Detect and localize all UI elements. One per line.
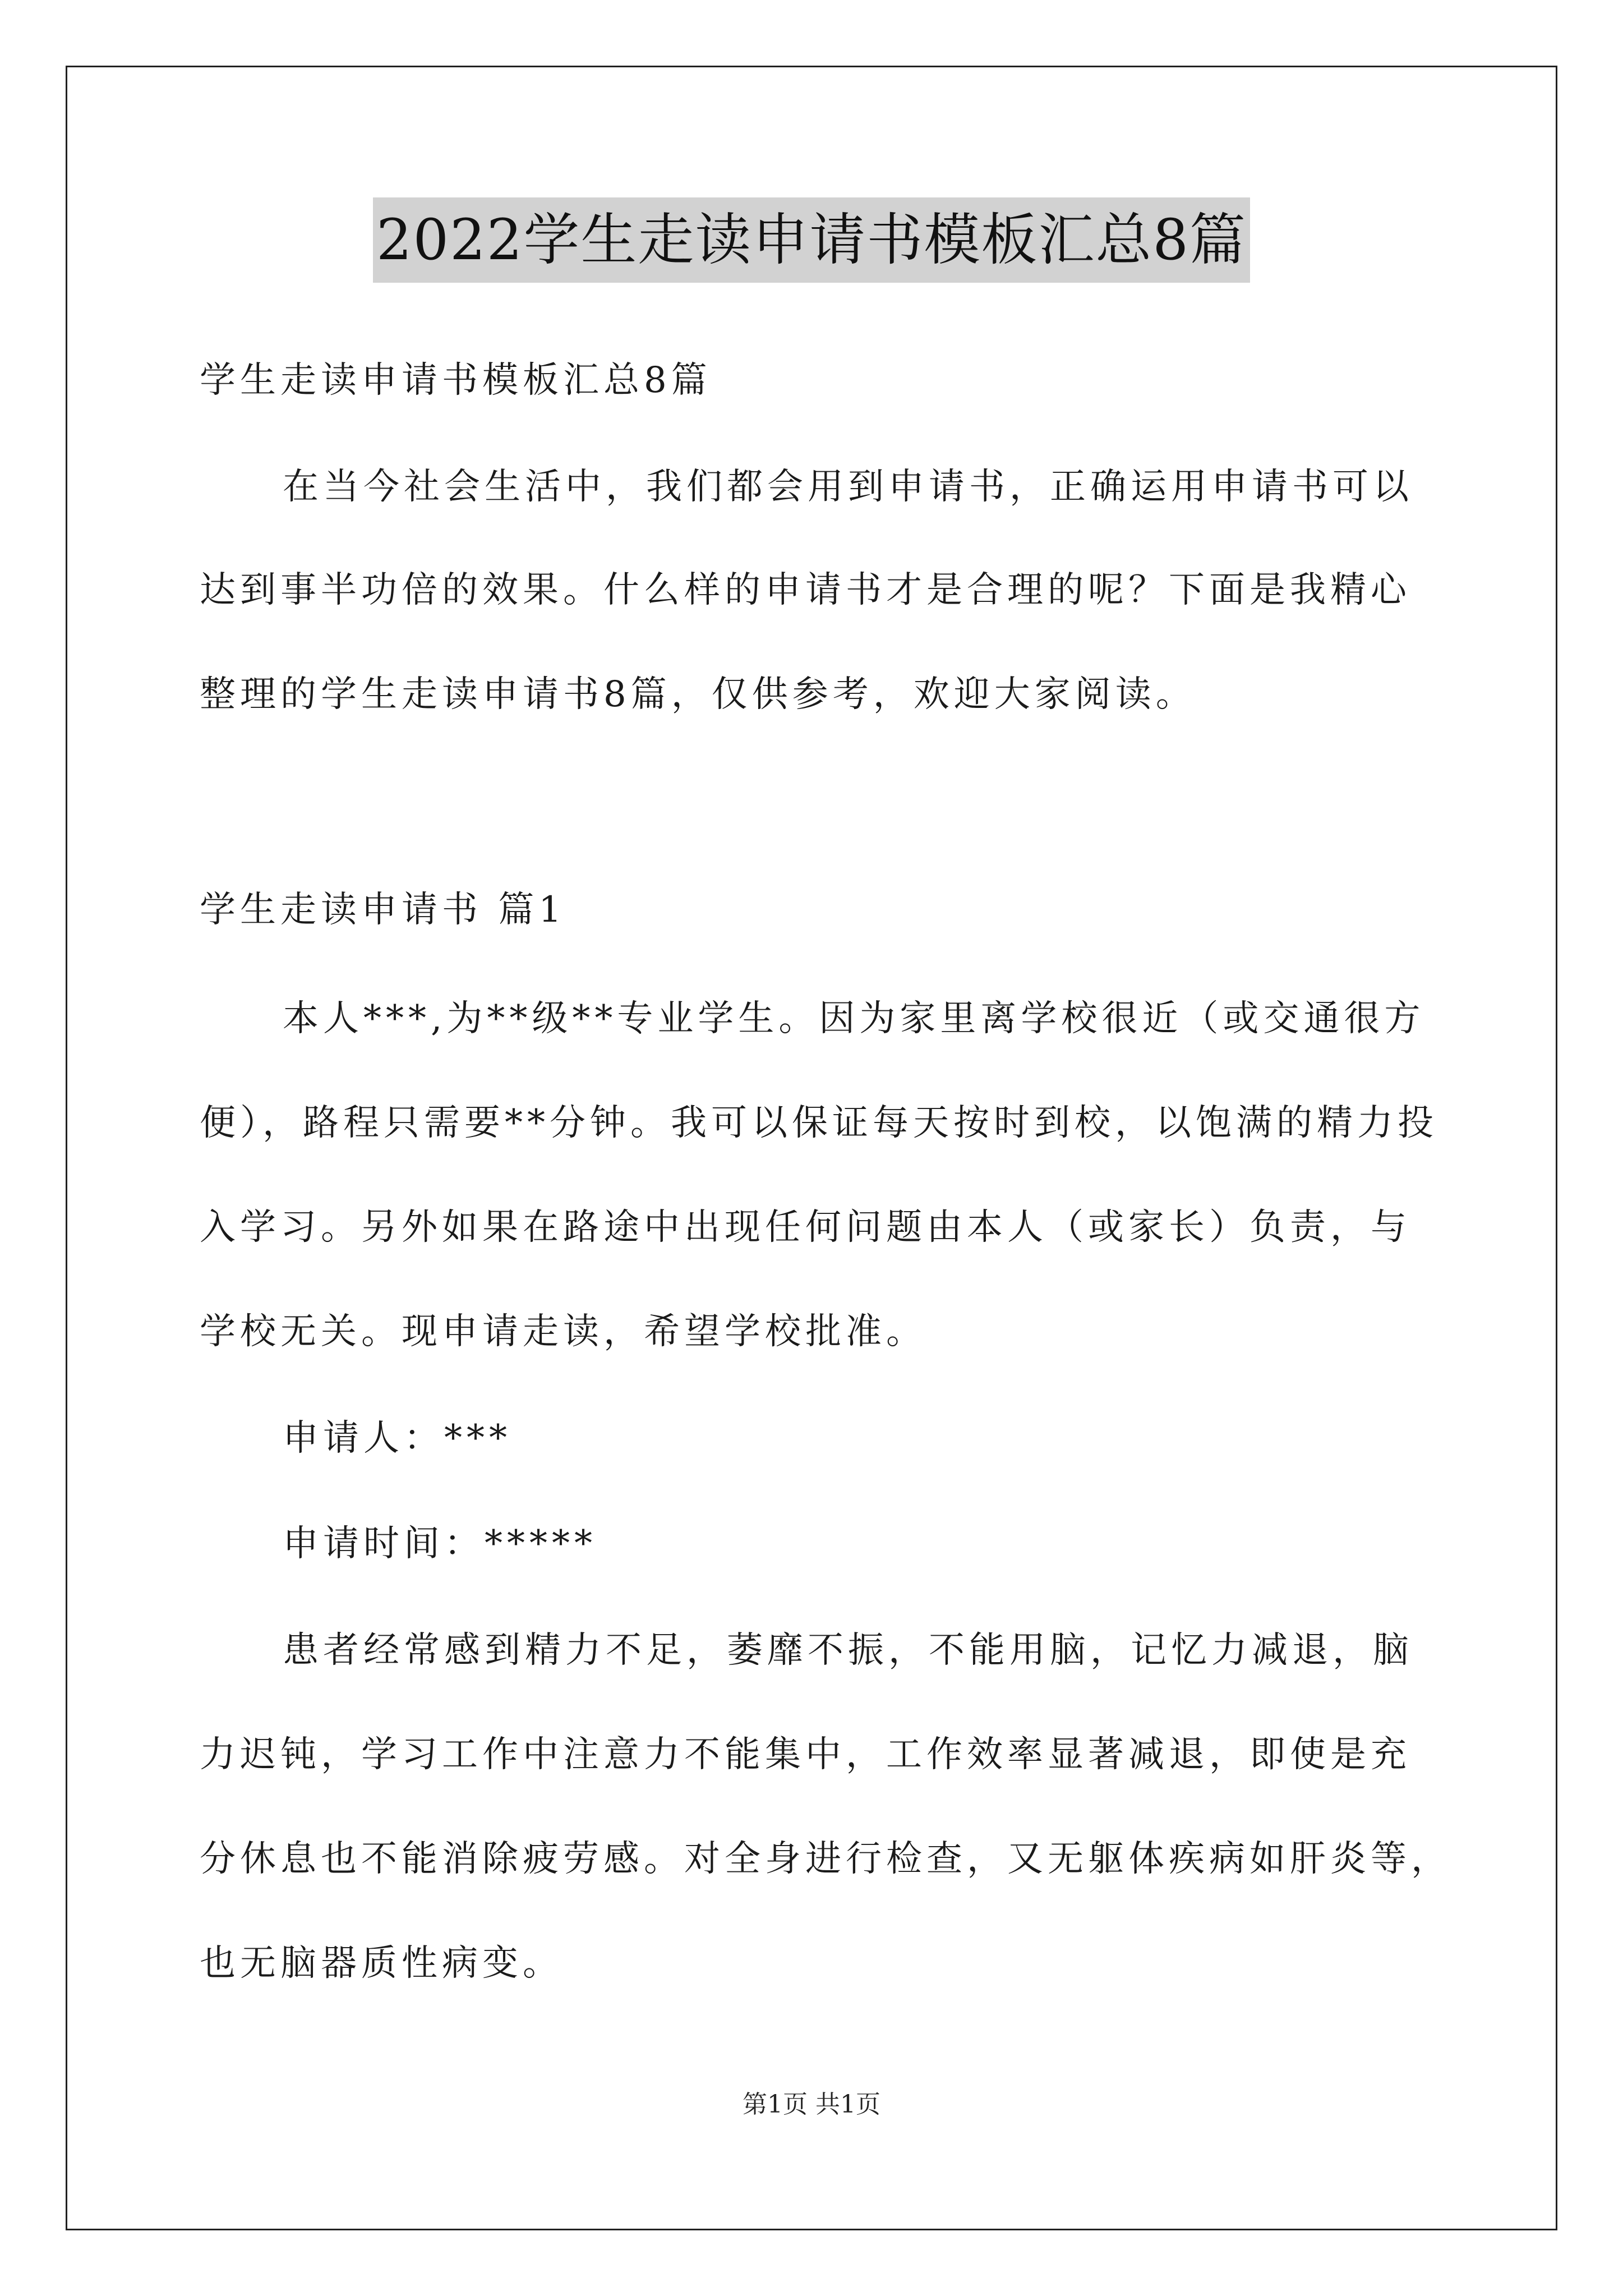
page-footer: 第1页 共1页 — [743, 2090, 880, 2119]
body-line: 患者经常感到精力不足，萎靡不振，不能用脑，记忆力减退，脑 — [283, 1630, 1413, 1671]
body-line: 力迟钝，学习工作中注意力不能集中，工作效率显著减退，即使是充 — [200, 1734, 1411, 1775]
body-line: 入学习。另外如果在路途中出现任何问题由本人（或家长）负责，与 — [200, 1207, 1411, 1248]
intro-line: 整理的学生走读申请书8篇，仅供参考，欢迎大家阅读。 — [200, 674, 1196, 715]
body-line: 也无脑器质性病变。 — [200, 1943, 563, 1984]
section-heading: 学生走读申请书 篇1 — [200, 889, 566, 931]
intro-line: 达到事半功倍的效果。什么样的申请书才是合理的呢？下面是我精心 — [200, 569, 1411, 611]
intro-line: 在当今社会生活中，我们都会用到申请书，正确运用申请书可以 — [283, 466, 1413, 508]
document-subtitle: 学生走读申请书模板汇总8篇 — [200, 360, 712, 401]
body-line: 便），路程只需要**分钟。我可以保证每天按时到校，以饱满的精力投 — [200, 1102, 1438, 1144]
date-line: 申请时间：***** — [283, 1523, 597, 1565]
body-line: 本人***,为**级**专业学生。因为家里离学校很近（或交通很方 — [283, 998, 1425, 1039]
document-title: 2022学生走读申请书模板汇总8篇 — [373, 197, 1250, 283]
applicant-line: 申请人：*** — [283, 1418, 511, 1459]
body-line: 学校无关。现申请走读，希望学校批准。 — [200, 1311, 926, 1352]
body-line: 分休息也不能消除疲劳感。对全身进行检查，又无躯体疾病如肝炎等， — [200, 1838, 1451, 1880]
title-wrap — [0, 197, 1623, 283]
